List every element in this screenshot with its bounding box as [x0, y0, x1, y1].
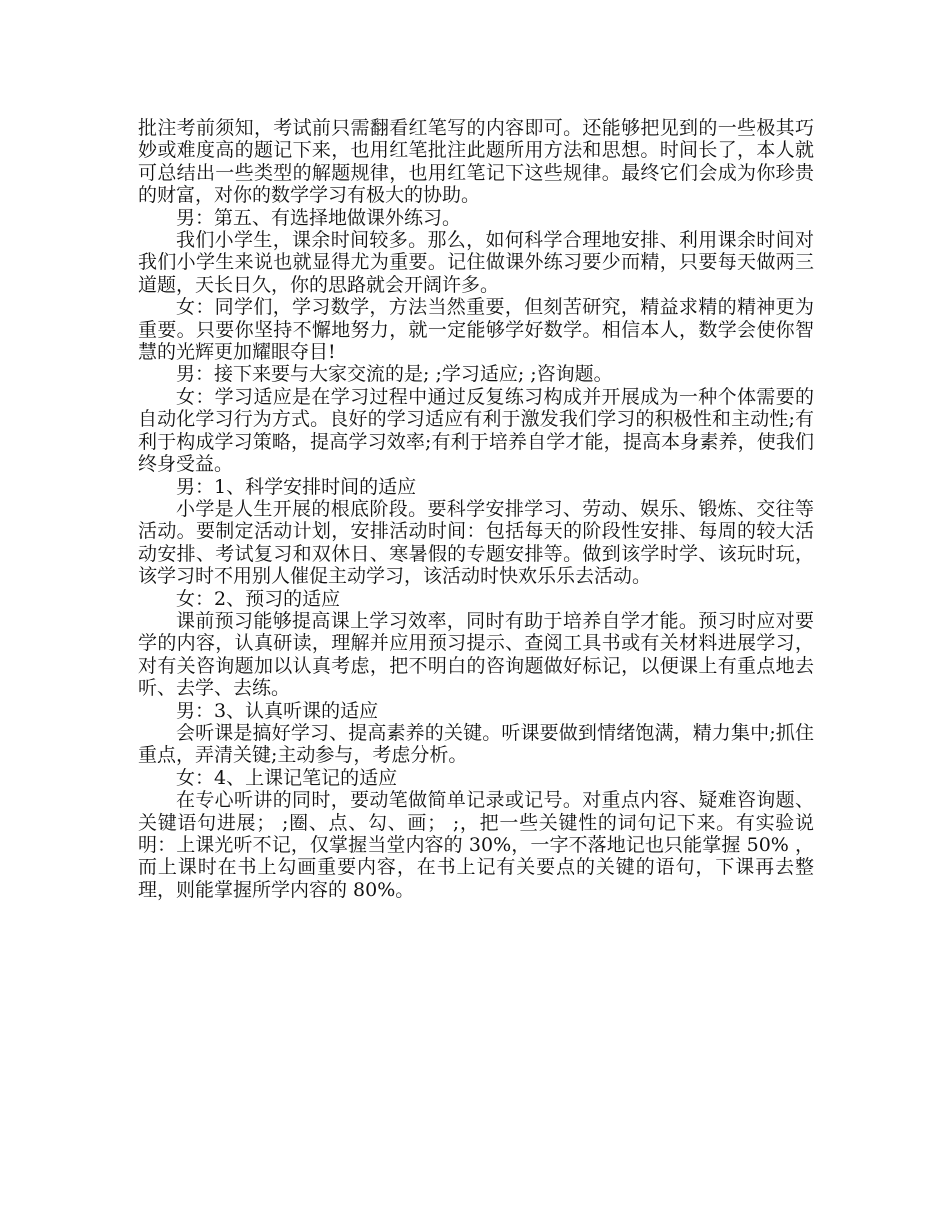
paragraph-9: 女：2、预习的适应	[176, 587, 341, 610]
paragraph-5: 男：接下来要与大家交流的是; ;学习适应; ;咨询题。	[176, 363, 613, 386]
paragraph-2: 男：第五、有选择地做课外练习。	[176, 206, 462, 229]
paragraph-1: 批注考前须知，考试前只需翻看红笔写的内容即可。还能够把见到的一些极其巧妙或难度高的题记下来，也用红笔批注此题所用方法和思想。时间长了，本人就可总结出一些类型的解题规律，也用红笔记下这些规律。最终它们会成为你珍贵的财富，对你的数学学习有极大的协助。	[138, 117, 814, 207]
paragraph-11: 男：3、认真听课的适应	[176, 699, 379, 722]
paragraph-4: 女：同学们，学习数学，方法当然重要，但刻苦研究，精益求精的精神更为重要。只要你坚持不懈地努力，就一定能够学好数学。相信本人，数学会使你智慧的光辉更加耀眼夺目!	[138, 296, 814, 364]
paragraph-6: 女：学习适应是在学习过程中通过反复练习构成并开展成为一种个体需要的自动化学习行为方式。良好的学习适应有利于激发我们学习的积极性和主动性;有利于构成学习策略，提高学习效率;有利于培养自学才能，提高本身素养，使我们终身受益。	[138, 385, 814, 476]
paragraph-7: 男：1、科学安排时间的适应	[176, 475, 417, 498]
paragraph-3: 我们小学生，课余时间较多。那么，如何科学合理地安排、利用课余时间对我们小学生来说也就显得尤为重要。记住做课外练习要少而精，只要每天做两三道题，天长日久，你的思路就会开阔许多。	[138, 229, 814, 296]
paragraph-12: 会听课是搞好学习、提高素养的关键。听课要做到情绪饱满，精力集中;抓住重点，弄清关键;主动参与，考虑分析。	[138, 721, 814, 767]
paragraph-10: 课前预习能够提高课上学习效率，同时有助于培养自学才能。预习时应对要学的内容，认真研读，理解并应用预习提示、查阅工具书或有关材料进展学习，对有关咨询题加以认真考虑，把不明白的咨询题做好标记，以便课上有重点地去听、去学、去练。	[138, 609, 814, 700]
paragraph-14: 在专心听讲的同时，要动笔做简单记录或记号。对重点内容、疑难咨询题、关键语句进展； ;圈、点、勾、画； ;，把一些关键性的词句记下来。有实验说明：上课光听不记，仅掌握当堂内容的 30%，一字不落地记也只能掌握 50% ，而上课时在书上勾画重要内容，在书上记有关要点的关键的语句，下课再去整理，则能掌握所学内容的 80%。	[138, 789, 814, 901]
paragraph-8: 小学是人生开展的根底阶段。要科学安排学习、劳动、娱乐、锻炼、交往等活动。要制定活动计划，安排活动时间：包括每天的阶段性安排、每周的较大活动安排、考试复习和双休日、寒暑假的专题安排等。做到该学时学、该玩时玩，该学习时不用别人催促主动学习，该活动时快欢乐乐去活动。	[138, 497, 814, 588]
paragraph-13: 女：4、上课记笔记的适应	[176, 766, 398, 789]
document-body	[138, 117, 814, 901]
